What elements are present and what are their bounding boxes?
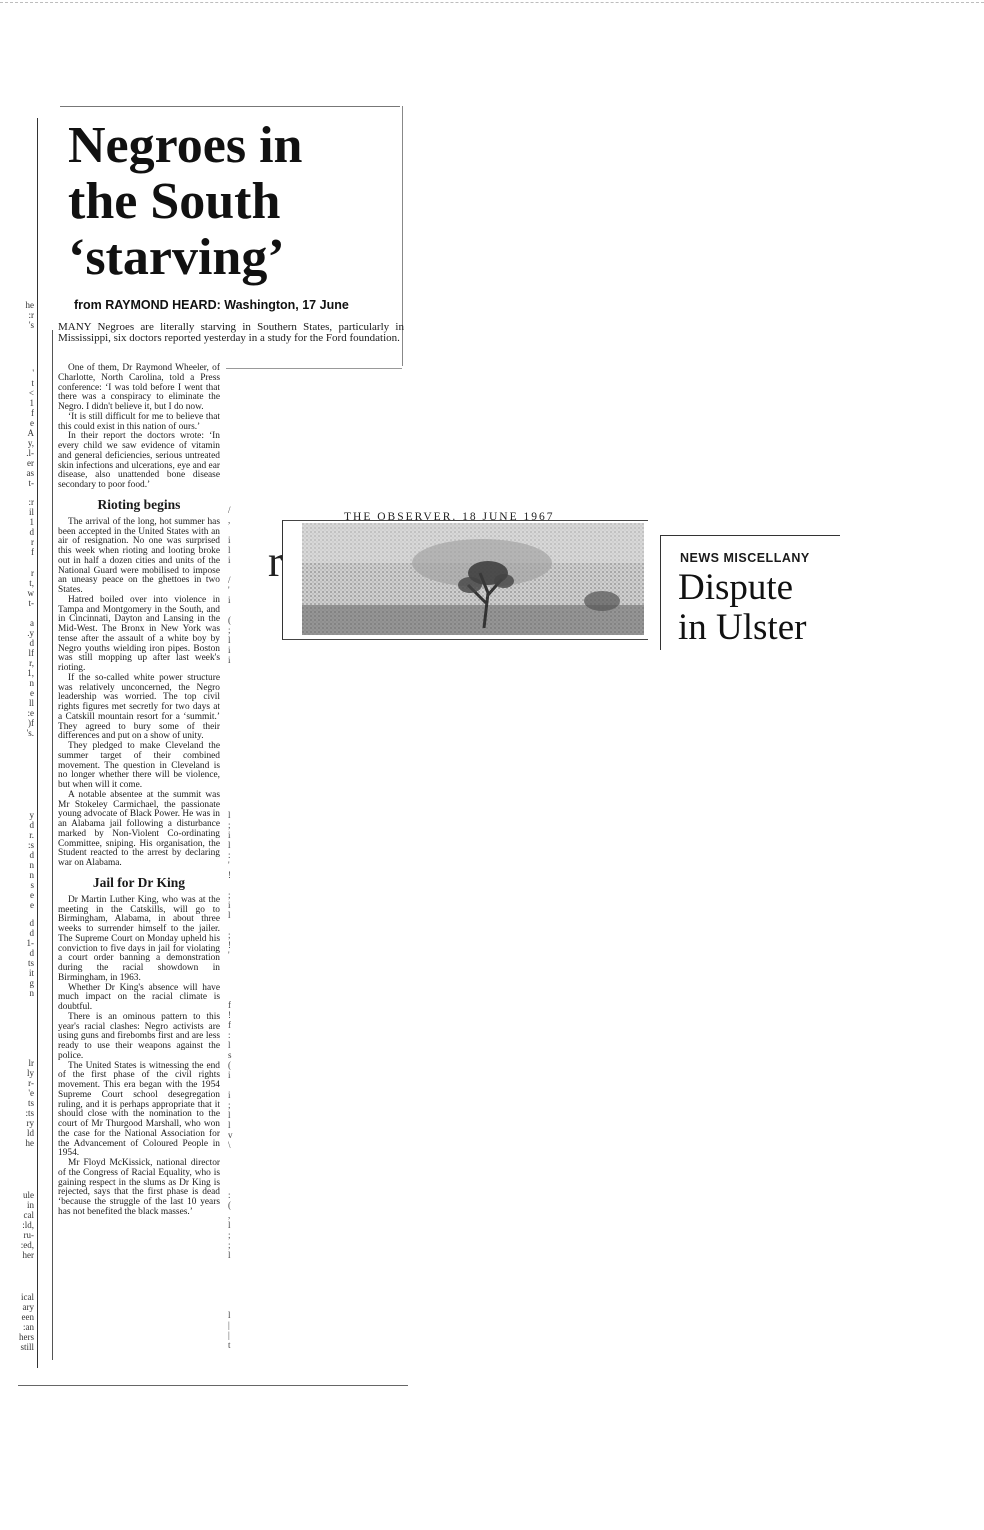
adjacent-column-fragment: a .y d lf r, 1, n e ll :e )f 's. xyxy=(26,618,34,738)
adjacent-column-fragment: lr ly r- 'e ts :ts ry ld he xyxy=(25,1058,34,1148)
body-paragraph: They pledged to make Cleveland the summer target of their combined movement. The question in Cleveland is no longer whether there will be violence, but when will it come. xyxy=(58,741,220,790)
adjacent-column-fragment: d d 1- d ts it g n xyxy=(26,918,34,998)
body-paragraph: One of them, Dr Raymond Wheeler, of Charlotte, North Carolina, told a Press conference: ‘I was told before I went that there was a conspiracy to eliminate the Negro. I didn't believe it, but I do now. xyxy=(58,363,220,412)
adjacent-column-fragment: r t, w t- xyxy=(27,568,34,608)
misc-headline xyxy=(678,568,806,648)
adjacent-column-marks: l ; i l : ' ! ; i l ; ! ' xyxy=(228,810,231,960)
misc-border-top xyxy=(660,535,840,536)
adjacent-column-fragment: ' t < 1 f e A y, .l- er as t- xyxy=(26,368,34,488)
section-label: NEWS MISCELLANY xyxy=(680,551,810,565)
adjacent-column-fragment: y d r. :s d n n s e e xyxy=(27,810,34,910)
adjacent-column-fragment: ule in cal :ld, ru- :ed, her xyxy=(20,1190,34,1260)
headline-line: the South xyxy=(68,173,281,230)
adjacent-column-fragment: ical ary een :an hers still xyxy=(19,1292,34,1352)
adjacent-column-marks: / , i l i / ' i ( ; l i i xyxy=(228,505,231,665)
column-top-rule xyxy=(226,368,402,369)
subhead-jail: Jail for Dr King xyxy=(92,874,186,890)
body-paragraph: Dr Martin Luther King, who was at the meeting in the Catskills, will go to Birmingham, Alabama, in about three weeks to surrender himself to the jailer. The Supreme Court on Monday upheld his conviction to five days in jail for violating a court order banning a demonstration during the racial showdown in Birmingham, in 1963. xyxy=(58,894,220,983)
column-divider-left xyxy=(37,118,38,1368)
headline xyxy=(68,118,408,286)
body-paragraph: Hatred boiled over into violence in Tampa and Montgomery in the South, and in Cincinnati, Dayton and Lansing in the Mid-West. The Bronx in New York was tense after the assault of a white boy by Negro youths wielding iron pipes. Boston was still mopping up after last week's rioting. xyxy=(58,594,220,673)
photo-caption-fragment: r xyxy=(268,537,283,586)
news-photo xyxy=(302,523,644,635)
byline: from RAYMOND HEARD: Washington, 17 June xyxy=(74,298,349,312)
misc-border-left xyxy=(660,535,661,650)
scan-edge-dashes xyxy=(0,2,984,3)
body-paragraph: A notable absentee at the summit was Mr Stokeley Carmichael, the passionate young advocate of Black Power. He was in an Alabama jail following a disturbance marked by Non-Violent Co-ordinating Committee, sniping. His organisation, the Student reacted to the arrest by declaring war on Alabama. xyxy=(58,789,220,868)
clipping-top-rule xyxy=(60,106,400,107)
body-paragraph: The United States is witnessing the end of the first phase of the civil rights movement. This era began with the 1954 Supreme Court school desegregation ruling, and it is perhaps appropriate that it should close with the nomination to the court of Mr Thurgood Marshall, who won the case for the National Association for the Advancement of Coloured People in 1954. xyxy=(58,1060,220,1159)
article-body-column xyxy=(58,364,220,1218)
column-divider-inner xyxy=(52,330,53,1360)
subhead-rioting: Rioting begins xyxy=(97,496,181,512)
body-paragraph: There is an ominous pattern to this year's racial clashes: Negro activists are using guns and firebombs first and are less ready to use their weapons against the police. xyxy=(58,1011,220,1061)
masthead-date: THE OBSERVER. 18 JUNE 1967 xyxy=(344,511,555,523)
adjacent-column-fragment: he :r 's xyxy=(25,300,34,330)
body-paragraph: The arrival of the long, hot summer has been accepted in the United States with an air of resignation. No one was surprised this week when rioting and looting broke out in half a dozen cities and units of the National Guard were mobilised to impose an uneasy peace on the ghettoes in two States. xyxy=(58,516,220,595)
headline-line: Negroes in xyxy=(68,117,303,174)
body-paragraph: Whether Dr King's absence will have much impact on the racial climate is doubtful. xyxy=(58,982,220,1012)
body-paragraph: If the so-called white power structure was relatively unconcerned, the Negro leadership was worried. The top civil rights figures met secretly for two days at a Catskill mountain resort for a ‘summit.’ They agreed to bury some of their differences and put on a show of unity. xyxy=(58,672,220,742)
lede-paragraph: MANY Negroes are literally starving in Southern States, particularly in Mississippi, six doctors reported yesterday in a study for the Ford foundation. xyxy=(58,321,404,344)
adjacent-column-marks: : ( , l ; ; l l | | t xyxy=(228,1190,231,1350)
misc-headline-line: Dispute xyxy=(678,567,794,608)
body-paragraph: Mr Floyd McKissick, national director of the Congress of Racial Equality, who is gaining respect in the slums as Dr King is rejected, says that the first phase is dead ‘because the struggle of the last 10 years has not benefited the black masses.’ xyxy=(58,1158,220,1217)
body-paragraph: In their report the doctors wrote: ‘In every child we saw evidence of vitamin and general deficiencies, serious untreated skin infections and ulcerations, eye and ear disease, also unattended bone disease secondary to poor food.’ xyxy=(58,431,220,490)
headline-line: ‘starving’ xyxy=(68,229,285,286)
adjacent-column-fragment: :r il 1 d r f xyxy=(28,497,34,557)
misc-headline-line: in Ulster xyxy=(678,607,807,648)
clipping-bottom-rule xyxy=(18,1385,408,1386)
body-paragraph: ‘It is still difficult for me to believe that this could exist in this nation of ours.’ xyxy=(58,411,220,432)
adjacent-column-marks: f ! f : l s ( i i ; l l v \ xyxy=(228,1000,233,1150)
